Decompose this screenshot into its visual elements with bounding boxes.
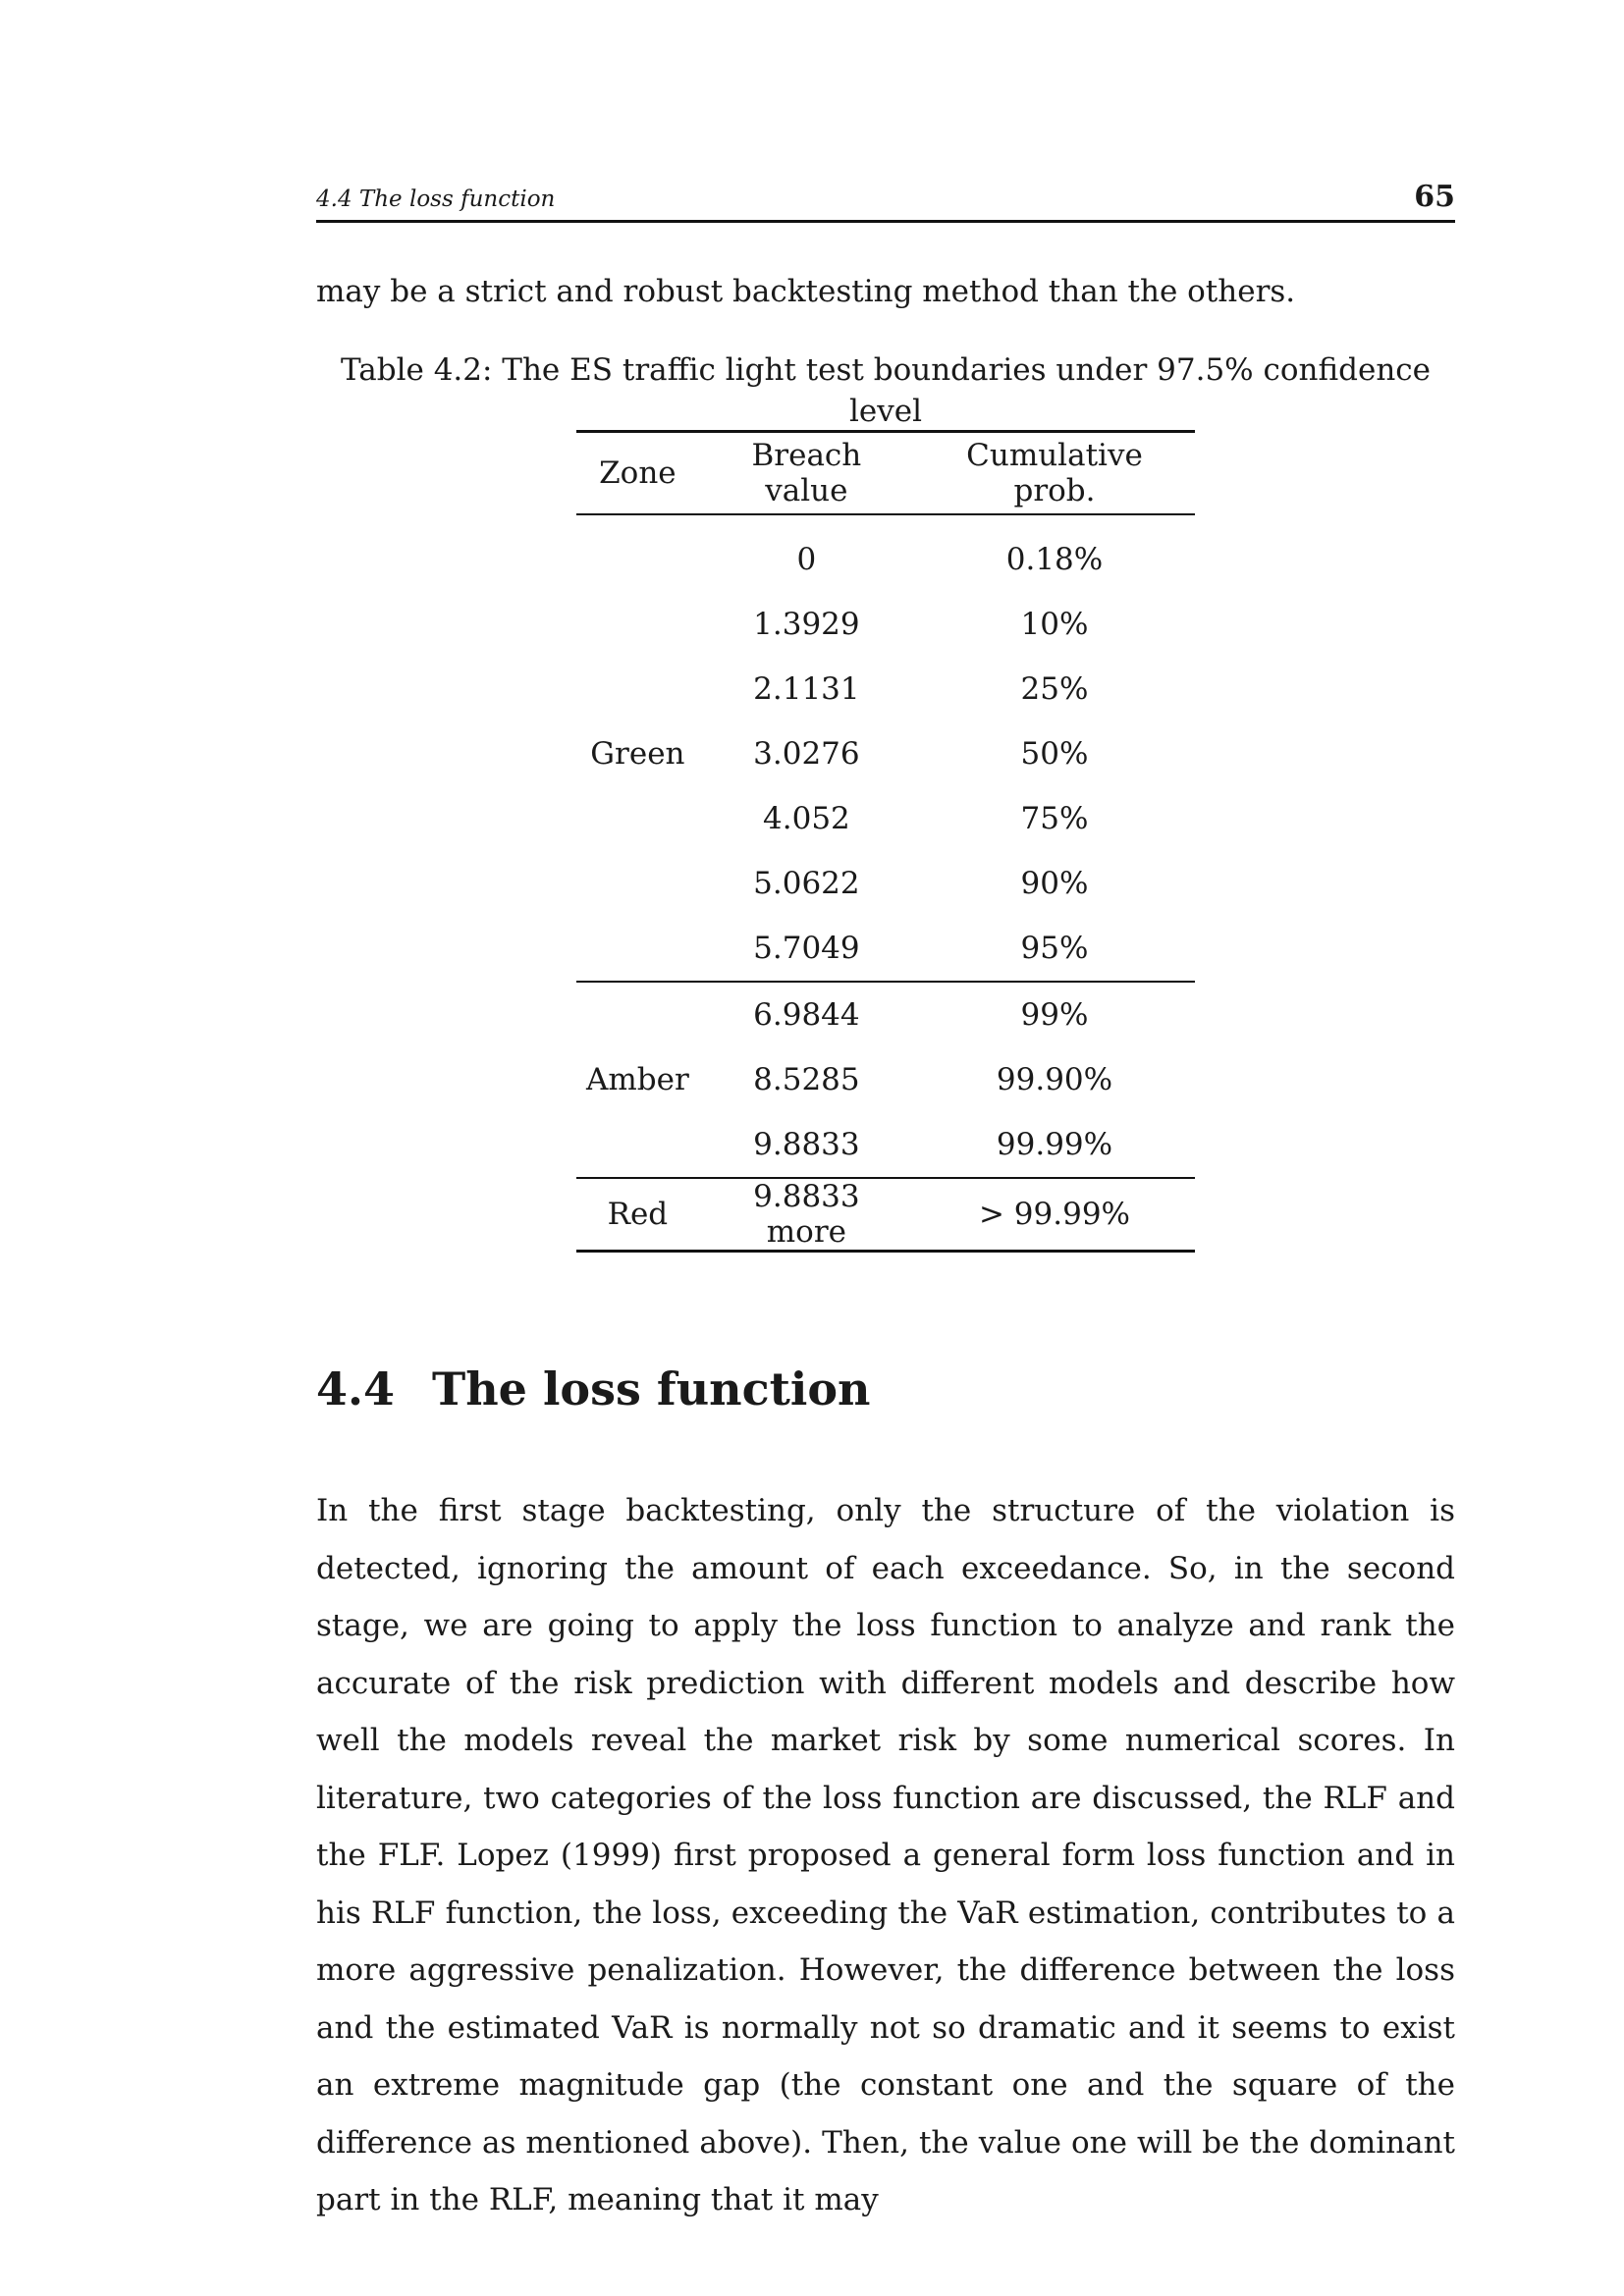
col-header-cumulative-prob: Cumulative prob. xyxy=(914,432,1195,515)
breach-cell: 9.8833 more xyxy=(699,1178,914,1252)
col-header-breach-value: Breach value xyxy=(699,432,914,515)
breach-cell: 5.0622 xyxy=(753,866,860,901)
section-number: 4.4 xyxy=(316,1362,396,1415)
breach-cell: 5.7049 xyxy=(753,931,860,966)
breach-cell: 1.3929 xyxy=(753,607,860,642)
breach-cell: 9.8833 xyxy=(753,1127,860,1162)
page-number: 65 xyxy=(1414,180,1455,214)
col-header-zone: Zone xyxy=(576,432,699,515)
breach-cell: 0 xyxy=(796,542,817,577)
prob-cell: 0.18% xyxy=(1005,542,1104,577)
table-header-row xyxy=(576,432,1195,515)
prob-cell: 90% xyxy=(1020,866,1089,901)
zone-cell-red: Red xyxy=(576,1178,699,1252)
prob-cell: 25% xyxy=(1020,671,1089,707)
table-caption: Table 4.2: The ES traffic light test boundaries under 97.5% confidence level xyxy=(340,352,1432,429)
body-paragraph: In the first stage backtesting, only the structure of the violation is detected, ignoring the amount of each exceedance. So, in the second stage, we are going to apply the loss function to analyze and rank the accurate of the risk prediction with different models and describe how well the models reveal the market risk by some numerical scores. In literature, two categories of the loss function are discussed, the RLF and the FLF. Lopez (1999) first proposed a general form loss function and in his RLF function, the loss, exceeding the VaR estimation, contributes to a more aggressive penalization. However, the difference between the loss and the estimated VaR is normally not so dramatic and it seems to exist an extreme magnitude gap (the constant one and the square of the difference as mentioned above). Then, the value one will be the dominant part in the RLF, meaning that it may xyxy=(316,1493,1455,2217)
table-row xyxy=(576,514,1195,592)
prob-cell: 99.90% xyxy=(996,1062,1113,1097)
breach-cell: 3.0276 xyxy=(753,736,860,772)
prob-cell: 75% xyxy=(1020,801,1089,836)
breach-cell: 6.9844 xyxy=(699,982,914,1047)
table-row xyxy=(576,1178,1195,1252)
prob-cell: 99.99% xyxy=(996,1127,1113,1162)
prob-cell: 50% xyxy=(1020,736,1089,772)
running-header xyxy=(316,177,1455,223)
prob-cell: 10% xyxy=(1020,607,1089,642)
zone-cell-amber: Amber xyxy=(576,982,699,1178)
table-row xyxy=(576,982,1195,1047)
prob-cell: > 99.99% xyxy=(914,1178,1195,1252)
section-title: The loss function xyxy=(432,1362,871,1415)
prob-cell: 99% xyxy=(914,982,1195,1047)
lead-paragraph: may be a strict and robust backtesting method than the others. xyxy=(316,274,1296,309)
zone-cell-green: Green xyxy=(590,736,685,772)
section-heading xyxy=(316,1362,870,1415)
breach-cell: 8.5285 xyxy=(753,1062,860,1097)
es-traffic-light-table xyxy=(576,430,1195,1253)
prob-cell: 95% xyxy=(1020,931,1089,966)
running-title: 4.4 The loss function xyxy=(316,187,556,212)
breach-cell: 4.052 xyxy=(763,801,850,836)
breach-cell: 2.1131 xyxy=(753,671,860,707)
